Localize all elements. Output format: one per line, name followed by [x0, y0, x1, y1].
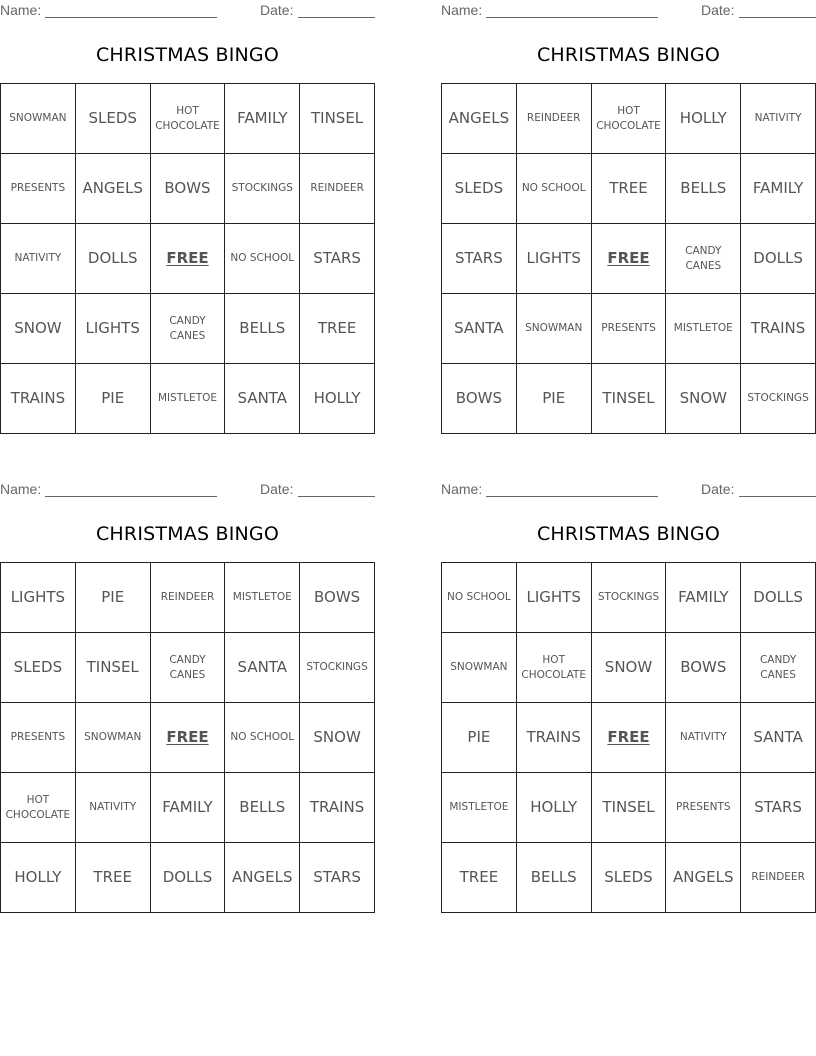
- bingo-cell[interactable]: HOLLY: [1, 843, 76, 913]
- bingo-cell[interactable]: BELLS: [225, 294, 300, 364]
- date-label: Date:: [701, 2, 735, 18]
- bingo-cell[interactable]: REINDEER: [151, 563, 226, 633]
- bingo-cell[interactable]: SNOWMAN: [76, 703, 151, 773]
- bingo-cell[interactable]: STOCKINGS: [741, 364, 816, 434]
- bingo-cell[interactable]: MISTLETOE: [225, 563, 300, 633]
- bingo-cell[interactable]: LIGHTS: [517, 563, 592, 633]
- free-space[interactable]: FREE: [592, 224, 667, 294]
- bingo-cell[interactable]: TREE: [76, 843, 151, 913]
- bingo-cell[interactable]: CANDY CANES: [741, 633, 816, 703]
- bingo-cell[interactable]: FAMILY: [666, 563, 741, 633]
- bingo-cell[interactable]: SLEDS: [76, 84, 151, 154]
- bingo-cell[interactable]: STARS: [300, 224, 375, 294]
- bingo-cell[interactable]: PIE: [76, 364, 151, 434]
- bingo-cell[interactable]: ANGELS: [76, 154, 151, 224]
- bingo-cell[interactable]: TRAINS: [741, 294, 816, 364]
- bingo-cell[interactable]: NATIVITY: [1, 224, 76, 294]
- bingo-cell[interactable]: NO SCHOOL: [225, 224, 300, 294]
- bingo-cell[interactable]: NO SCHOOL: [517, 154, 592, 224]
- bingo-cell[interactable]: ANGELS: [225, 843, 300, 913]
- name-label: Name:: [441, 2, 483, 18]
- bingo-cell[interactable]: NATIVITY: [666, 703, 741, 773]
- date-label: Date:: [260, 481, 294, 497]
- bingo-cell[interactable]: PRESENTS: [1, 154, 76, 224]
- bingo-cell[interactable]: PRESENTS: [1, 703, 76, 773]
- bingo-cell[interactable]: DOLLS: [151, 843, 226, 913]
- bingo-cell[interactable]: DOLLS: [741, 563, 816, 633]
- bingo-cell[interactable]: FAMILY: [225, 84, 300, 154]
- bingo-cell[interactable]: TREE: [442, 843, 517, 913]
- bingo-cell[interactable]: TRAINS: [1, 364, 76, 434]
- bingo-cell[interactable]: TRAINS: [300, 773, 375, 843]
- bingo-cell[interactable]: STOCKINGS: [300, 633, 375, 703]
- card-title: CHRISTMAS BINGO: [95, 44, 280, 66]
- bingo-cell[interactable]: REINDEER: [517, 84, 592, 154]
- bingo-grid: [0, 83, 375, 434]
- bingo-cell[interactable]: DOLLS: [76, 224, 151, 294]
- bingo-cell[interactable]: STARS: [741, 773, 816, 843]
- name-label: Name:: [0, 481, 42, 497]
- bingo-grid: [0, 562, 375, 913]
- bingo-cell[interactable]: LIGHTS: [76, 294, 151, 364]
- bingo-cell[interactable]: TINSEL: [300, 84, 375, 154]
- bingo-cell[interactable]: FAMILY: [151, 773, 226, 843]
- date-label: Date:: [701, 481, 735, 497]
- bingo-cell[interactable]: TREE: [300, 294, 375, 364]
- bingo-cell[interactable]: CANDY CANES: [151, 294, 226, 364]
- bingo-cell[interactable]: STARS: [300, 843, 375, 913]
- bingo-cell[interactable]: CANDY CANES: [666, 224, 741, 294]
- free-space[interactable]: FREE: [592, 703, 667, 773]
- name-line[interactable]: [45, 17, 217, 18]
- bingo-cell[interactable]: PIE: [76, 563, 151, 633]
- bingo-cell[interactable]: SLEDS: [442, 154, 517, 224]
- bingo-cell[interactable]: NATIVITY: [741, 84, 816, 154]
- bingo-cell[interactable]: SNOWMAN: [442, 633, 517, 703]
- name-date-row: [0, 2, 375, 20]
- bingo-cell[interactable]: NO SCHOOL: [225, 703, 300, 773]
- date-line[interactable]: [739, 496, 816, 497]
- date-label: Date:: [260, 2, 294, 18]
- bingo-cell[interactable]: TINSEL: [592, 364, 667, 434]
- bingo-grid: [441, 83, 816, 434]
- bingo-cell[interactable]: SLEDS: [592, 843, 667, 913]
- name-label: Name:: [0, 2, 42, 18]
- bingo-cell[interactable]: SANTA: [442, 294, 517, 364]
- bingo-cell[interactable]: HOT CHOCOLATE: [1, 773, 76, 843]
- bingo-cell[interactable]: MISTLETOE: [666, 294, 741, 364]
- bingo-cell[interactable]: FAMILY: [741, 154, 816, 224]
- bingo-cell[interactable]: PRESENTS: [666, 773, 741, 843]
- bingo-cell[interactable]: SNOWMAN: [517, 294, 592, 364]
- bingo-cell[interactable]: ANGELS: [442, 84, 517, 154]
- bingo-cell[interactable]: HOT CHOCOLATE: [592, 84, 667, 154]
- bingo-cell[interactable]: HOT CHOCOLATE: [517, 633, 592, 703]
- card-title: CHRISTMAS BINGO: [536, 44, 721, 66]
- card-title: CHRISTMAS BINGO: [536, 523, 721, 545]
- card-title: CHRISTMAS BINGO: [95, 523, 280, 545]
- bingo-cell[interactable]: TRAINS: [517, 703, 592, 773]
- bingo-cell[interactable]: SANTA: [741, 703, 816, 773]
- free-space[interactable]: FREE: [151, 703, 226, 773]
- bingo-cell[interactable]: MISTLETOE: [442, 773, 517, 843]
- bingo-cell[interactable]: ANGELS: [666, 843, 741, 913]
- bingo-cell[interactable]: NO SCHOOL: [442, 563, 517, 633]
- bingo-cell[interactable]: PRESENTS: [592, 294, 667, 364]
- bingo-grid: [441, 562, 816, 913]
- bingo-cell[interactable]: LIGHTS: [1, 563, 76, 633]
- bingo-cell[interactable]: BELLS: [225, 773, 300, 843]
- bingo-cell[interactable]: PIE: [442, 703, 517, 773]
- bingo-cell[interactable]: BOWS: [666, 633, 741, 703]
- bingo-cell[interactable]: BELLS: [517, 843, 592, 913]
- name-date-row: [441, 481, 816, 499]
- bingo-cell[interactable]: BELLS: [666, 154, 741, 224]
- bingo-cell[interactable]: CANDY CANES: [151, 633, 226, 703]
- bingo-cell[interactable]: BOWS: [151, 154, 226, 224]
- name-date-row: [0, 481, 375, 499]
- bingo-cell[interactable]: PIE: [517, 364, 592, 434]
- bingo-cell[interactable]: SNOWMAN: [1, 84, 76, 154]
- name-label: Name:: [441, 481, 483, 497]
- bingo-cell[interactable]: SANTA: [225, 633, 300, 703]
- bingo-cell[interactable]: SNOW: [300, 703, 375, 773]
- bingo-cell[interactable]: REINDEER: [300, 154, 375, 224]
- bingo-cell[interactable]: TINSEL: [76, 633, 151, 703]
- bingo-cell[interactable]: REINDEER: [741, 843, 816, 913]
- name-line[interactable]: [45, 496, 217, 497]
- name-date-row: [441, 2, 816, 20]
- bingo-cell[interactable]: SLEDS: [1, 633, 76, 703]
- date-line[interactable]: [739, 17, 816, 18]
- bingo-cell[interactable]: STOCKINGS: [225, 154, 300, 224]
- bingo-cell[interactable]: NATIVITY: [76, 773, 151, 843]
- bingo-cell[interactable]: BOWS: [442, 364, 517, 434]
- name-line[interactable]: [486, 496, 658, 497]
- bingo-cell[interactable]: SNOW: [592, 633, 667, 703]
- bingo-cell[interactable]: HOT CHOCOLATE: [151, 84, 226, 154]
- bingo-cell[interactable]: SNOW: [666, 364, 741, 434]
- name-line[interactable]: [486, 17, 658, 18]
- bingo-cell[interactable]: TINSEL: [592, 773, 667, 843]
- bingo-cell[interactable]: BOWS: [300, 563, 375, 633]
- date-line[interactable]: [298, 17, 375, 18]
- date-line[interactable]: [298, 496, 375, 497]
- bingo-cell[interactable]: SNOW: [1, 294, 76, 364]
- bingo-cell[interactable]: SANTA: [225, 364, 300, 434]
- bingo-cell[interactable]: DOLLS: [741, 224, 816, 294]
- bingo-cell[interactable]: HOLLY: [300, 364, 375, 434]
- bingo-cell[interactable]: STARS: [442, 224, 517, 294]
- free-space[interactable]: FREE: [151, 224, 226, 294]
- bingo-cell[interactable]: STOCKINGS: [592, 563, 667, 633]
- bingo-cell[interactable]: MISTLETOE: [151, 364, 226, 434]
- bingo-cell[interactable]: HOLLY: [517, 773, 592, 843]
- bingo-cell[interactable]: LIGHTS: [517, 224, 592, 294]
- bingo-cell[interactable]: HOLLY: [666, 84, 741, 154]
- bingo-cell[interactable]: TREE: [592, 154, 667, 224]
